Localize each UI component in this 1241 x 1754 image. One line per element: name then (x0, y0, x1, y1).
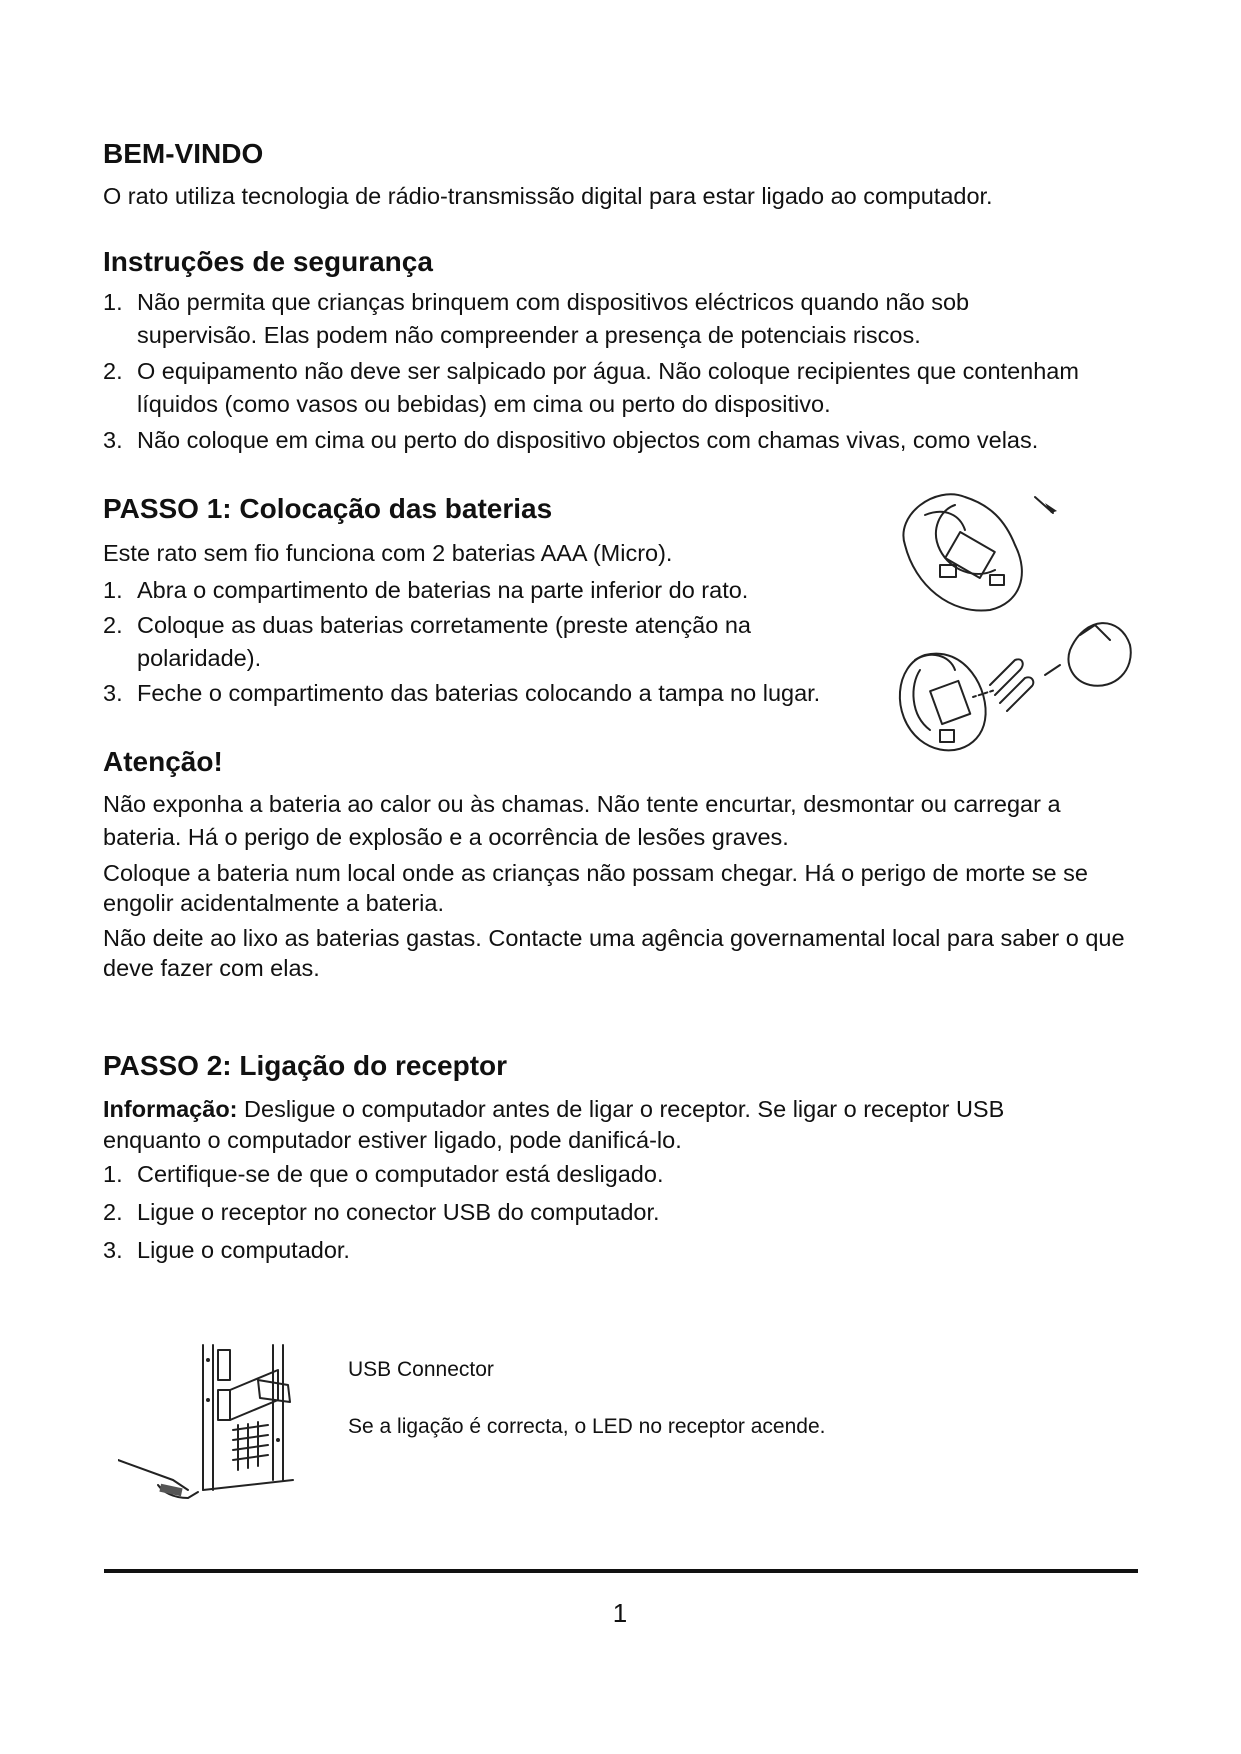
list-item (103, 355, 1097, 421)
mouse-open-drawing (900, 623, 1131, 750)
welcome-text: O rato utiliza tecnologia de rádio-transmissão digital para estar ligado ao computador. (103, 183, 993, 209)
step1-section (103, 493, 893, 710)
attention-paragraph: Não exponha a bateria ao calor ou às chamas. Não tente encurtar, desmontar ou carregar a bateria. Há o perigo de explosão e a ocorrência de lesões graves. (103, 791, 1061, 850)
list-text: Não permita que crianças brinquem com dispositivos eléctricos quando não sob supervisão. Elas podem não compreender a presença de potenciais riscos. (137, 289, 970, 348)
mouse-top-drawing (903, 494, 1057, 610)
list-item (103, 609, 817, 675)
step1-intro: Este rato sem fio funciona com 2 baterias AAA (Micro). (103, 540, 673, 566)
list-text: Não coloque em cima ou perto do dispositivo objectos com chamas vivas, como velas. (137, 427, 1039, 453)
attention-section (103, 746, 1143, 983)
list-number: 3. (103, 1237, 123, 1263)
attention-paragraph: Coloque a bateria num local onde as crianças não possam chegar. Há o perigo de morte se se engolir acidentalmente a bateria. (103, 860, 1088, 916)
list-text: Feche o compartimento das baterias colocando a tampa no lugar. (137, 680, 821, 706)
list-number: 2. (103, 1199, 123, 1225)
list-text: Abra o compartimento de baterias na parte inferior do rato. (137, 577, 749, 603)
list-text: Certifique-se de que o computador está desligado. (137, 1161, 664, 1187)
list-item (103, 286, 1057, 352)
safety-heading: Instruções de segurança (103, 246, 433, 277)
list-text: Ligue o computador. (137, 1237, 350, 1263)
list-item (103, 574, 893, 607)
usb-led-note: Se a ligação é correcta, o LED no receptor acende. (348, 1415, 826, 1438)
list-item (103, 1196, 1143, 1229)
step1-list (103, 574, 893, 710)
list-item (103, 424, 1113, 457)
footer-rule (104, 1569, 1138, 1573)
welcome-section (103, 138, 1143, 213)
list-text: Coloque as duas baterias corretamente (preste atenção na polaridade). (137, 612, 751, 671)
usb-caption (348, 1356, 1108, 1441)
list-number: 1. (103, 289, 123, 315)
page-number: 1 (612, 1598, 628, 1628)
list-text: Ligue o receptor no conector USB do computador. (137, 1199, 660, 1225)
list-number: 3. (103, 680, 123, 706)
safety-section (103, 246, 1143, 457)
usb-connector-label: USB Connector (348, 1358, 494, 1381)
safety-list (103, 286, 1113, 457)
list-number: 3. (103, 427, 123, 453)
usb-connector-illustration (118, 1340, 328, 1510)
attention-heading: Atenção! (103, 746, 223, 777)
list-number: 2. (103, 358, 123, 384)
info-label: Informação: (103, 1096, 238, 1122)
step2-section (103, 1050, 1143, 1267)
list-item (103, 677, 893, 710)
attention-paragraph: Não deite ao lixo as baterias gastas. Contacte uma agência governamental local para saber o que deve fazer com elas. (103, 925, 1125, 981)
list-number: 1. (103, 1161, 123, 1187)
list-number: 1. (103, 577, 123, 603)
step2-info (103, 1094, 1103, 1156)
list-item (103, 1158, 1143, 1191)
step1-heading: PASSO 1: Colocação das baterias (103, 493, 553, 524)
list-text: O equipamento não deve ser salpicado por água. Não coloque recipientes que contenham líquidos (como vasos ou bebidas) em cima ou perto do dispositivo. (137, 358, 1079, 417)
mouse-battery-illustration (895, 485, 1135, 765)
list-number: 2. (103, 612, 123, 638)
step2-list (103, 1158, 1143, 1267)
info-text: Desligue o computador antes de ligar o receptor. Se ligar o receptor USB enquanto o computador estiver ligado, pode danificá-lo. (103, 1096, 1005, 1153)
list-item (103, 1234, 1143, 1267)
step2-heading: PASSO 2: Ligação do receptor (103, 1050, 508, 1081)
welcome-heading: BEM-VINDO (103, 138, 264, 169)
